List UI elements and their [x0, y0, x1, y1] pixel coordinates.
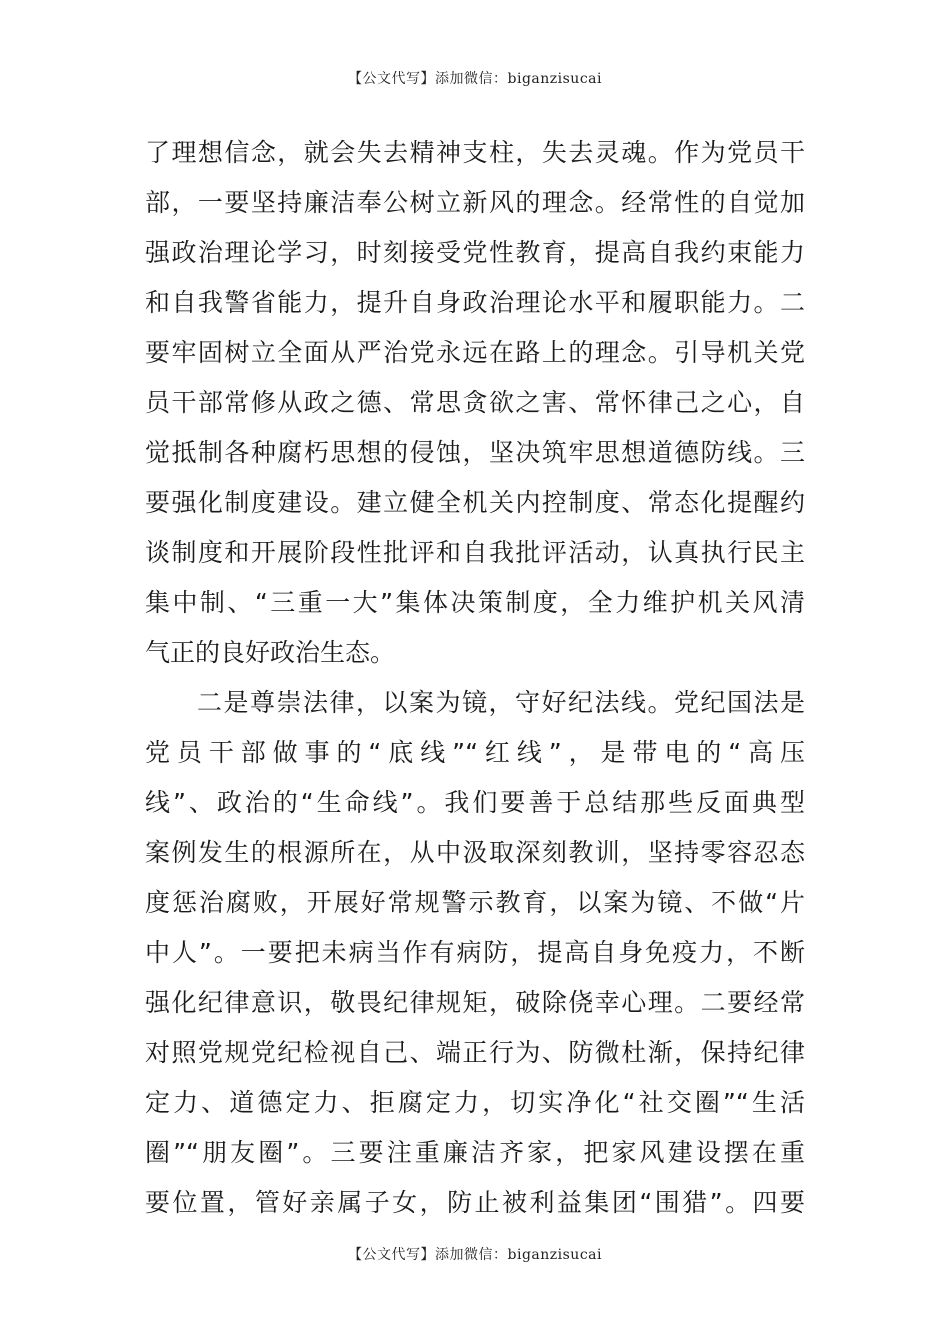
text-line: 线”、政治的“生命线”。我们要善于总结那些反面典型: [145, 788, 805, 817]
page-header: 【公文代写】添加微信：biganzisucai: [348, 71, 602, 87]
text-line: 度惩治腐败，开展好常规警示教育，以案为镜、不做“片: [145, 888, 805, 917]
text-line: 谈制度和开展阶段性批评和自我批评活动，认真执行民主: [145, 538, 805, 567]
text-line: 和自我警省能力，提升自身政治理论水平和履职能力。二: [145, 288, 805, 317]
text-line: 集中制、“三重一大”集体决策制度，全力维护机关风清: [145, 588, 805, 617]
page-footer: 【公文代写】添加微信：biganzisucai: [348, 1247, 602, 1263]
text-line: 强化纪律意识，敬畏纪律规矩，破除侥幸心理。二要经常: [145, 988, 805, 1017]
document-body: [145, 128, 805, 1228]
text-line: 要牢固树立全面从严治党永远在路上的理念。引导机关党: [145, 338, 805, 367]
text-line: 了理想信念，就会失去精神支柱，失去灵魂。作为党员干: [145, 138, 805, 167]
text-line: 员干部常修从政之德、常思贪欲之害、常怀律己之心，自: [145, 388, 805, 417]
paragraph-first-line: 二是尊崇法律，以案为镜，守好纪法线。党纪国法是: [197, 688, 805, 717]
text-line: 圈”“朋友圈”。三要注重廉洁齐家，把家风建设摆在重: [145, 1138, 805, 1167]
text-line: 强政治理论学习，时刻接受党性教育，提高自我约束能力: [145, 238, 805, 267]
text-line: 气正的良好政治生态。: [145, 638, 396, 667]
text-line: 要位置，管好亲属子女，防止被利益集团“围猎”。四要: [145, 1188, 805, 1217]
text-line: 案例发生的根源所在，从中汲取深刻教训，坚持零容忍态: [145, 838, 805, 867]
text-line: 中人”。一要把未病当作有病防，提高自身免疫力，不断: [145, 938, 805, 967]
text-line: 要强化制度建设。建立健全机关内控制度、常态化提醒约: [145, 488, 805, 517]
text-line: 觉抵制各种腐朽思想的侵蚀，坚决筑牢思想道德防线。三: [145, 438, 805, 467]
text-line: 党员干部做事的“底线”“红线”，是带电的“高压: [145, 738, 805, 767]
text-line: 部，一要坚持廉洁奉公树立新风的理念。经常性的自觉加: [145, 188, 805, 217]
text-line: 对照党规党纪检视自己、端正行为、防微杜渐，保持纪律: [145, 1038, 805, 1067]
text-line: 定力、道德定力、拒腐定力，切实净化“社交圈”“生活: [145, 1088, 805, 1117]
